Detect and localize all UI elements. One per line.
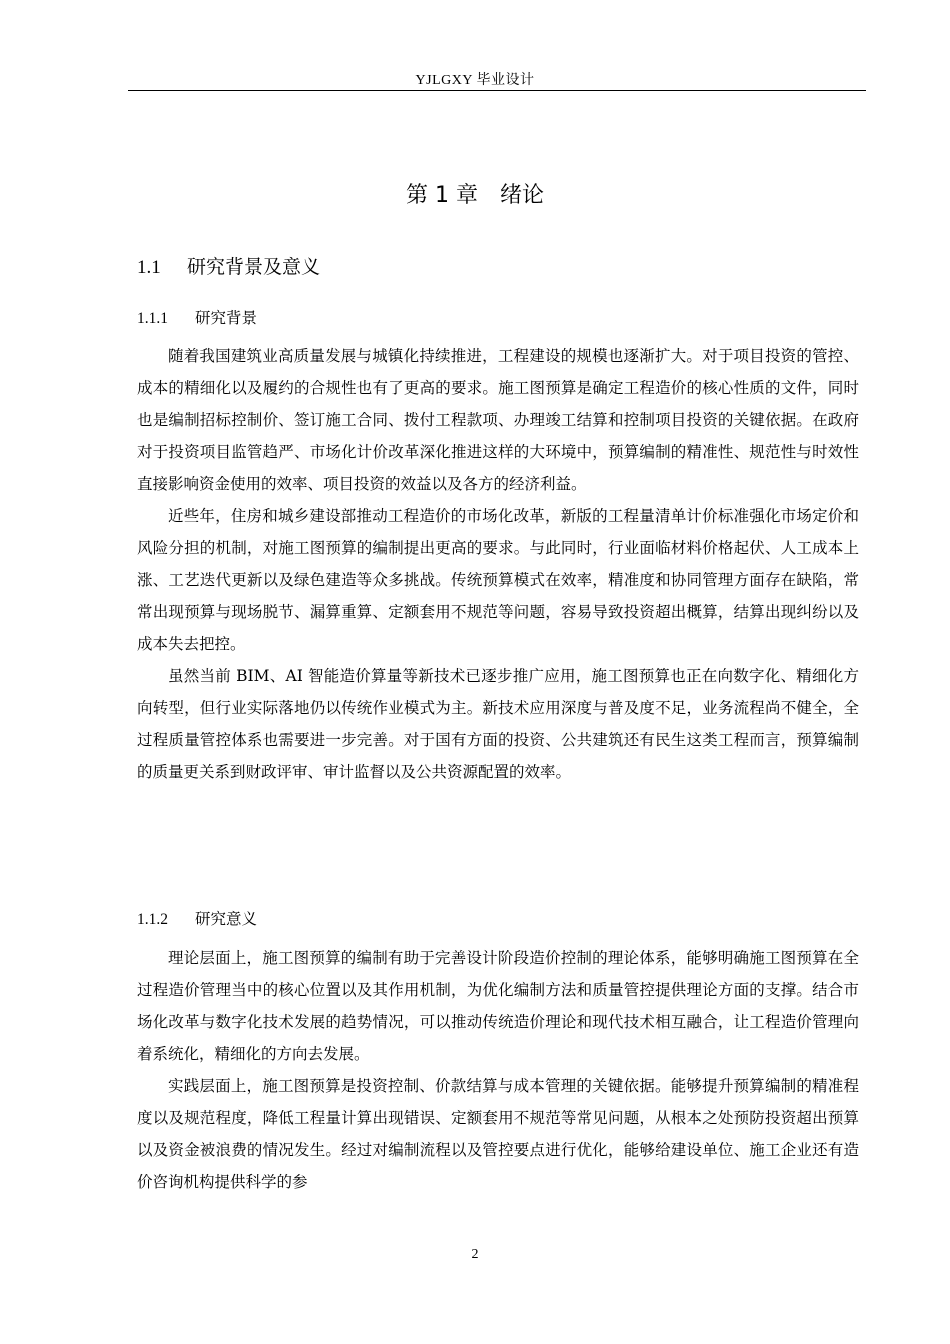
subsection-number: 1.1.1 [137, 310, 168, 327]
section-title: 研究背景及意义 [187, 256, 321, 278]
subsection-title: 研究意义 [195, 910, 258, 928]
paragraph: 实践层面上，施工图预算是投资控制、价款结算与成本管理的关键依据。能够提升预算编制的精准程度以及规范程度，降低工程量计算出现错误、定额套用不规范等常见问题，从根本之处预防投资超出预算以及资金被浪费的情况发生。经过对编制流程以及管控要点进行优化，能够给建设单位、施工企业还有造价咨询机构提供科学的参 [137, 1077, 859, 1191]
subsection-heading-1-1-2 [137, 907, 257, 929]
chapter-title: 第 1 章 绪论 [406, 183, 544, 208]
paragraph: 理论层面上，施工图预算的编制有助于完善设计阶段造价控制的理论体系，能够明确施工图预算在全过程造价管理当中的核心位置以及其作用机制，为优化编制方法和质量管控提供理论方面的支撑。结合市场化改革与数字化技术发展的趋势情况，可以推动传统造价理论和现代技术相互融合，让工程造价管理向着系统化，精细化的方向去发展。 [137, 949, 859, 1063]
section-heading-1-1 [137, 252, 320, 279]
subsection-title: 研究背景 [195, 309, 258, 327]
paragraph: 虽然当前 BIM、AI 智能造价算量等新技术已逐步推广应用，施工图预算也正在向数字化、精细化方向转型，但行业实际落地仍以传统作业模式为主。新技术应用深度与普及度不足，业务流程尚不健全，全过程质量管控体系也需要进一步完善。对于国有方面的投资、公共建筑还有民生这类工程而言，预算编制的质量更关系到财政评审、审计监督以及公共资源配置的效率。 [137, 667, 859, 781]
subsection-heading-1-1-1 [137, 306, 257, 328]
paragraph: 近些年，住房和城乡建设部推动工程造价的市场化改革，新版的工程量清单计价标准强化市场定价和风险分担的机制，对施工图预算的编制提出更高的要求。与此同时，行业面临材料价格起伏、人工成本上涨、工艺迭代更新以及绿色建造等众多挑战。传统预算模式在效率，精准度和协同管理方面存在缺陷，常常出现预算与现场脱节、漏算重算、定额套用不规范等问题，容易导致投资超出概算，结算出现纠纷以及成本失去把控。 [137, 507, 859, 653]
running-header: YJLGXY 毕业设计 [415, 73, 535, 88]
header-divider [128, 90, 866, 91]
section-number: 1.1 [137, 257, 161, 278]
significance-body [137, 942, 859, 1198]
background-body [137, 340, 859, 788]
subsection-number: 1.1.2 [137, 911, 168, 928]
paragraph: 随着我国建筑业高质量发展与城镇化持续推进，工程建设的规模也逐渐扩大。对于项目投资的管控、成本的精细化以及履约的合规性也有了更高的要求。施工图预算是确定工程造价的核心性质的文件，同时也是编制招标控制价、签订施工合同、拨付工程款项、办理竣工结算和控制项目投资的关键依据。在政府对于投资项目监管趋严、市场化计价改革深化推进这样的大环境中，预算编制的精准性、规范性与时效性直接影响资金使用的效率、项目投资的效益以及各方的经济利益。 [137, 347, 859, 493]
page-number: 2 [471, 1247, 479, 1262]
